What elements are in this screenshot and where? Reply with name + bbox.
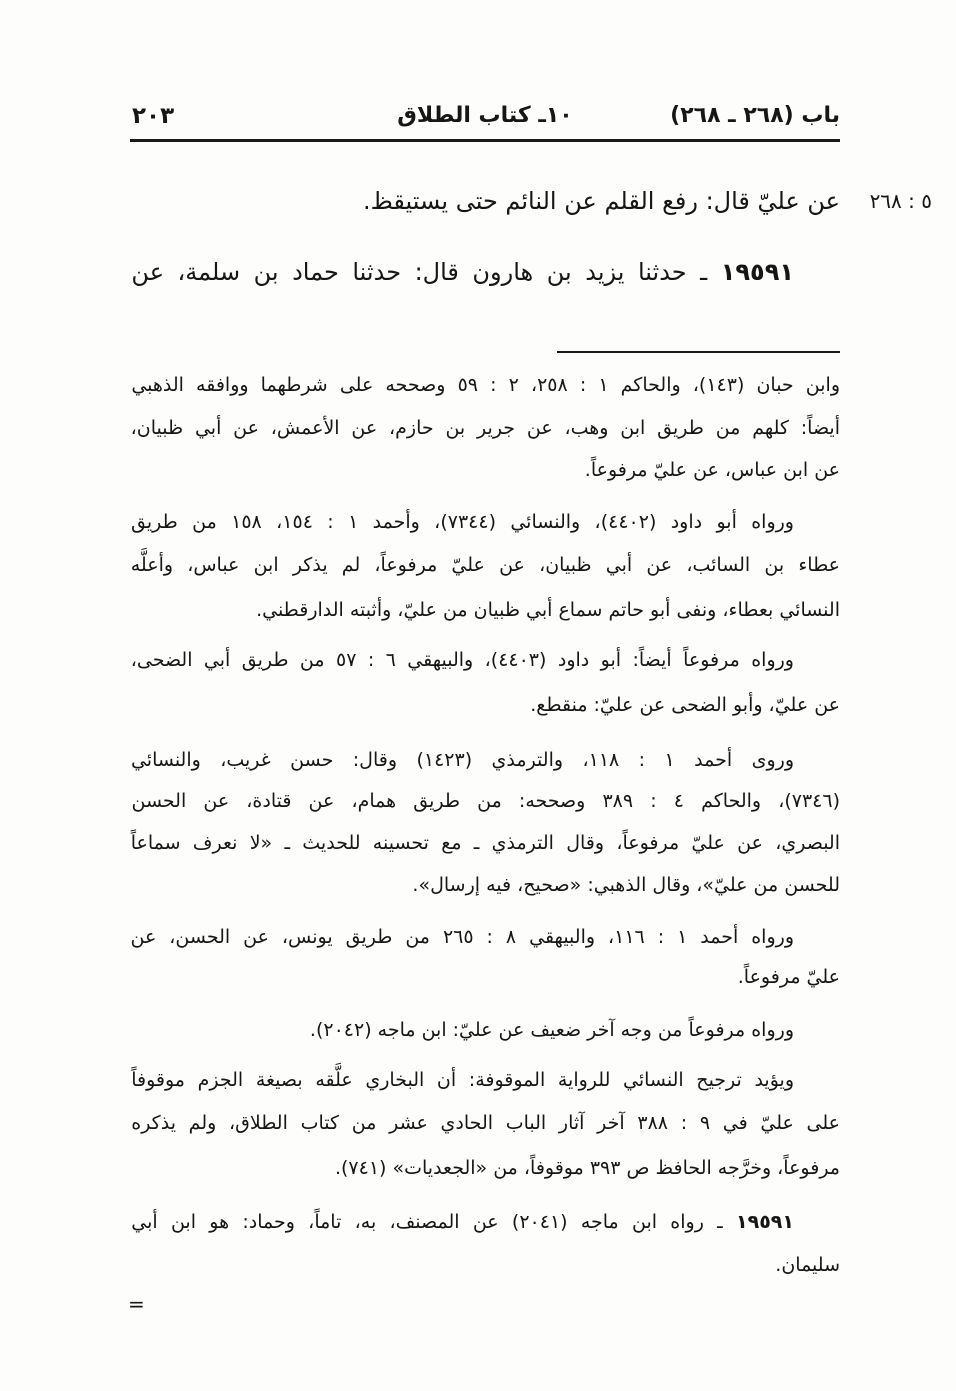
footnote-line: عن ابن عباس، عن عليّ مرفوعاً. (584, 459, 840, 481)
footnote-line: وروى أحمد ١ : ١١٨، والترمذي (١٤٢٣) وقال: حسن غريب، والنسائي (130, 749, 794, 771)
running-header-book-title: ١٠ـ كتاب الطلاق (397, 103, 573, 128)
footnote-line: ورواه أبو داود (٤٤٠٢)، والنسائي (٧٣٤٤)، وأحمد ١ : ١٥٤، ١٥٨ من طريق (131, 511, 794, 533)
footnote-line: ورواه مرفوعاً من وجه آخر ضعيف عن عليّ: ابن ماجه (٢٠٤٢). (309, 1019, 794, 1041)
footnote-line: للحسن من عليّ»، وقال الذهبي: «صحيح، فيه إرسال». (412, 874, 840, 896)
footnote-line: عطاء بن السائب، عن أبي ظبيان، عن عليّ مرفوعاً، لم يذكر ابن عباس، وأعلَّه (130, 554, 840, 576)
footnote-line: ويؤيد ترجيح النسائي للرواية الموقوفة: أن البخاري علَّقه بصيغة الجزم موقوفاً (131, 1069, 794, 1091)
footnote-line: ورواه مرفوعاً أيضاً: أبو داود (٤٤٠٣)، والبيهقي ٦ : ٥٧ من طريق أبي الضحى، (130, 649, 794, 671)
footnote-line: سليمان. (775, 1254, 840, 1276)
main-text-line: ١٩٥٩١ ـ حدثنا يزيد بن هارون قال: حدثنا حماد بن سلمة، عن (131, 258, 794, 286)
footnote-line: على عليّ في ٩ : ٣٨٨ آخر آثار الباب الحادي عشر من كتاب الطلاق، ولم يذكره (131, 1112, 840, 1134)
footnote-line: ورواه أحمد ١ : ١١٦، والبيهقي ٨ : ٢٦٥ من طريق يونس، عن الحسن، عن (130, 926, 794, 948)
footnote-line: (٧٣٤٦)، والحاكم ٤ : ٣٨٩ وصححه: من طريق همام، عن قتادة، عن الحسن (131, 790, 840, 812)
footnote-rule (557, 351, 840, 353)
running-header-chapter: باب (٢٦٨ ـ ٢٦٨) (670, 103, 840, 128)
continuation-mark: = (128, 1292, 145, 1316)
footnote-line: النسائي بعطاء، ونفى أبو حاتم سماع أبي ظبيان من عليّ، وأثبته الدارقطني. (256, 599, 840, 621)
footnote-line: ١٩٥٩١ ـ رواه ابن ماجه (٢٠٤١) عن المصنف، به، تاماً، وحماد: هو ابن أبي (131, 1211, 794, 1233)
main-text-line: عن عليّ قال: رفع القلم عن النائم حتى يستيقظ. (362, 187, 840, 215)
footnote-line: أيضاً: كلهم من طريق ابن وهب، عن جرير بن حازم، عن الأعمش، عن أبي ظبيان، (130, 417, 840, 439)
hadith-number: ١٩٥٩١ (736, 1211, 794, 1233)
margin-reference: ٥ : ٢٦٨ (869, 189, 932, 213)
footnote-line: وابن حبان (١٤٣)، والحاكم ١ : ٢٥٨، ٢ : ٥٩ وصححه على شرطهما ووافقه الذهبي (131, 374, 840, 396)
hadith-number: ١٩٥٩١ (720, 258, 794, 286)
footnote-line: البصري، عن عليّ مرفوعاً، وقال الترمذي ـ مع تحسينه للحديث ـ «لا نعرف سماعاً (130, 832, 840, 854)
footnote-line: عن عليّ، وأبو الضحى عن عليّ: منقطع. (530, 694, 840, 716)
header-rule (130, 139, 840, 142)
page-number: ٢٠٣ (132, 103, 175, 129)
footnote-line: عليّ مرفوعاً. (737, 966, 840, 988)
footnote-line: مرفوعاً، وخرَّجه الحافظ ص ٣٩٣ موقوفاً، من «الجعديات» (٧٤١). (334, 1157, 840, 1179)
